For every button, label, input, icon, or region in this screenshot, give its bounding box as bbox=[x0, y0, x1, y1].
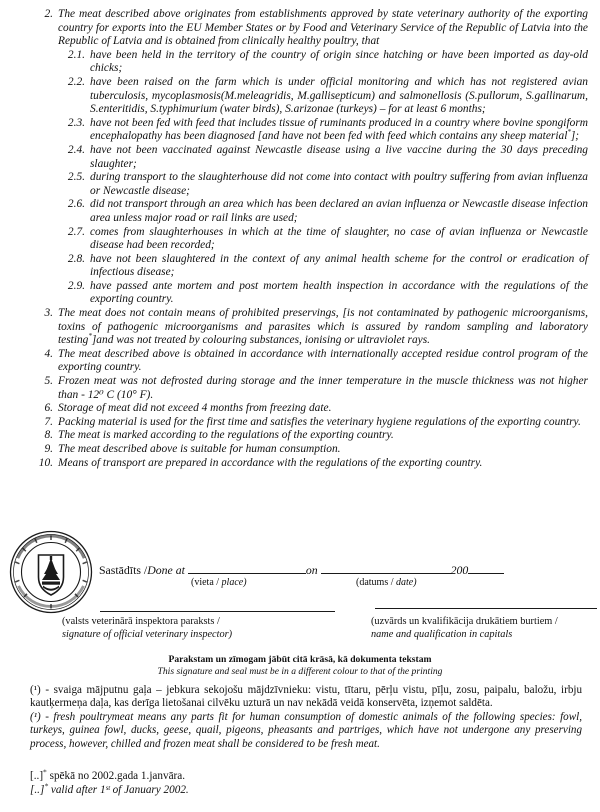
clause-item bbox=[59, 226, 588, 253]
clause-item bbox=[59, 280, 588, 307]
colour-notice-en: This signature and seal must be in a different colour to that of the printing bbox=[157, 666, 443, 677]
clause-item bbox=[36, 402, 588, 416]
colour-notice-lv: Parakstam un zīmogam jābūt citā krāsā, kā dokumenta tekstam bbox=[168, 654, 432, 665]
signature-line-inspector[interactable] bbox=[100, 611, 335, 612]
clause-number: 2.8. bbox=[67, 252, 85, 265]
clause-number: 2.4. bbox=[67, 143, 85, 156]
clause-text: during transport to the slaughterhouse did not come into contact with poultry suffering from avian influenza or Newcastle disease; bbox=[90, 171, 588, 197]
clause-item bbox=[59, 76, 588, 117]
date-blank-field[interactable] bbox=[321, 562, 451, 574]
place-blank-field[interactable] bbox=[188, 562, 306, 574]
place-caption: (vieta / place) bbox=[191, 577, 247, 588]
footnote-marker: * bbox=[567, 128, 571, 137]
clause-number: 2.2. bbox=[67, 75, 85, 88]
signature-caption-name: (uzvārds un kvalifikācija drukātiem burtiem / name and qualification in capitals bbox=[371, 616, 558, 640]
signature-line-name-qualification[interactable] bbox=[375, 608, 597, 609]
tail-note-marker: * bbox=[43, 767, 47, 777]
done-at-label-en: Done at bbox=[147, 563, 185, 577]
clause-text: The meat is marked according to the regulations of the exporting country. bbox=[58, 429, 394, 442]
clause-text: Packing material is used for the first time and satisfies the veterinary hygiene regulations of the exporting country. bbox=[58, 415, 581, 428]
clause-item bbox=[36, 429, 588, 443]
tail-note-list bbox=[30, 769, 430, 797]
clause-number: 8. bbox=[44, 429, 53, 442]
clause-text: comes from slaughterhouses in which at the time of slaughter, no case of avian influenza or Newcastle disease had been recorded; bbox=[90, 225, 588, 252]
clause-number: 3. bbox=[44, 307, 53, 320]
tail-note-bracket: [..] bbox=[30, 770, 44, 782]
clause-number: 7. bbox=[44, 415, 53, 428]
clause-item bbox=[36, 8, 588, 49]
footnote-text: - svaiga mājputnu gaļa – jebkura sekojošu mājdzīvnieku: vistu, tītaru, pērļu vistu, pīļu, zosu, paipalu, baložu, irbju kautķermeņa daļa, kas derīga lietošanai cilvēku uzturā un nav nekādā veidā konservēta, izņemot saldēta. bbox=[30, 684, 582, 710]
clause-item bbox=[36, 443, 588, 457]
date-caption: (datums / date) bbox=[356, 577, 417, 588]
footnote-text: - fresh poultrymeat means any parts fit for human consumption of domestic animals of the following species: fowl, turkeys, guinea fowl, ducks, geese, quail, pigeons, pheasants and partriges, which have not undergone any preserving process, however, chilled and frozen meat shall be considered to be fresh meat. bbox=[30, 710, 582, 750]
footnote-marker: * bbox=[88, 332, 92, 341]
clause-text: have been held in the territory of the country of origin since hatching or have been imported as day-old chicks; bbox=[90, 48, 588, 75]
clause-number: 2.5. bbox=[67, 171, 85, 184]
clause-text: have been raised on the farm which is under official monitoring and which has not registered avian tuberculosis, mycoplasmosis(M.meleagridis, M.gallisepticum) and salmonellosis (S.pullorum, S.gallinarum, S.enteritidis, S.typhimurium (water birds), S.arizonae (turkeys) – for at least 6 months; bbox=[90, 75, 588, 116]
clause-text: The meat described above originates from establishments approved by state veterinary authority of the exporting country for exports into the EU Member States or by Food and Veterinary Service of the Republic of Latvia into the Republic of Latvia and is obtained from clinically healthy poultry, that bbox=[58, 8, 588, 48]
clause-item bbox=[36, 375, 588, 402]
tail-note-item bbox=[30, 769, 430, 783]
clause-item bbox=[59, 144, 588, 171]
clause-text: have passed ante mortem and post mortem health inspection in accordance with the regulations of the exporting country. bbox=[90, 279, 588, 306]
clause-item bbox=[59, 253, 588, 280]
footnote-item bbox=[30, 684, 582, 711]
clause-text-suffix: ]; bbox=[570, 130, 580, 143]
clause-text: The meat described above is suitable for human consumption. bbox=[58, 443, 341, 455]
tail-note-item bbox=[30, 783, 430, 797]
signature-caption-inspector: (valsts veterinārā inspektora paraksts / signature of official veterinary inspector) bbox=[62, 616, 233, 640]
clause-text: have not been slaughtered in the context of any animal health scheme for the control or eradication of infectious disease; bbox=[90, 252, 588, 279]
clause-text: Frozen meat was not defrosted during storage and the inner temperature in the muscle thickness was not higher than - 12⁰ C (10° F). bbox=[58, 375, 588, 401]
tail-note-bracket: [..] bbox=[30, 784, 45, 796]
tail-note-text: spēkā no 2002.gada 1.janvāra. bbox=[46, 770, 186, 782]
clause-text: have not been vaccinated against Newcastle disease using a live vaccine during the 30 days preceding slaughter; bbox=[90, 143, 588, 170]
clause-number: 2. bbox=[44, 8, 53, 20]
tail-note-marker: * bbox=[44, 781, 49, 791]
clause-number: 2.3. bbox=[67, 116, 85, 129]
clause-number: 4. bbox=[44, 347, 53, 360]
year-blank-field[interactable] bbox=[468, 562, 504, 574]
clause-number: 9. bbox=[44, 443, 53, 455]
clause-text-suffix: ]and was not treated by colouring substances, ionising or ultraviolet rays. bbox=[91, 334, 430, 347]
clause-item bbox=[59, 171, 588, 198]
done-at-connector: on bbox=[305, 563, 318, 577]
colour-notice bbox=[0, 654, 600, 678]
clause-item bbox=[36, 307, 588, 348]
clause-text: Means of transport are prepared in accordance with the regulations of the exporting country. bbox=[58, 456, 483, 469]
clause-number: 10. bbox=[38, 456, 53, 469]
clause-item bbox=[36, 457, 588, 471]
clause-text: The meat described above is obtained in accordance with internationally accepted residue control program of the exporting country. bbox=[58, 347, 588, 374]
footnote-list bbox=[30, 684, 582, 751]
clause-text: did not transport through an area which has been declared an avian influenza or Newcastle disease infection area unless major road or rail links are used; bbox=[90, 198, 588, 224]
tail-note-text: valid after 1ˢᵗ of January 2002. bbox=[48, 784, 189, 796]
footnote-marker: (¹) bbox=[30, 684, 41, 696]
clause-number: 6. bbox=[44, 402, 53, 415]
done-at-line bbox=[99, 562, 539, 588]
done-at-label-lv: Sastādīts / bbox=[99, 563, 148, 577]
clause-number: 2.6. bbox=[67, 198, 85, 211]
clause-item bbox=[36, 416, 588, 430]
done-at-captions bbox=[99, 576, 539, 590]
clause-item bbox=[59, 117, 588, 144]
clause-item bbox=[59, 198, 588, 225]
footnote-marker: (¹) bbox=[30, 710, 41, 723]
year-prefix: 200 bbox=[450, 563, 469, 577]
clause-text: The meat does not contain means of prohibited preservings, [is not contaminated by pathogenic microorganisms, toxins of pathogenic microorganisms and parasites which is assured by random sampling and laboratory testing*]and was not treated by colouring substances, ionising or ultraviolet rays. bbox=[58, 307, 588, 347]
clause-number: 2.9. bbox=[67, 279, 85, 292]
clause-item bbox=[36, 348, 588, 375]
usda-seal-icon bbox=[8, 529, 94, 615]
clause-text: have not been fed with feed that includes tissue of ruminants produced in a country where bovine spongiform encephalopathy has been diagnosed [and have not been fed with feed which contains any sheep material*]; bbox=[90, 116, 588, 143]
clause-number: 2.7. bbox=[67, 225, 85, 238]
clause-list bbox=[36, 8, 588, 470]
clause-text: Storage of meat did not exceed 4 months from freezing date. bbox=[58, 402, 332, 415]
footnote-item bbox=[30, 711, 582, 751]
clause-number: 5. bbox=[44, 375, 53, 388]
clause-item bbox=[59, 49, 588, 76]
clause-number: 2.1. bbox=[67, 48, 85, 61]
